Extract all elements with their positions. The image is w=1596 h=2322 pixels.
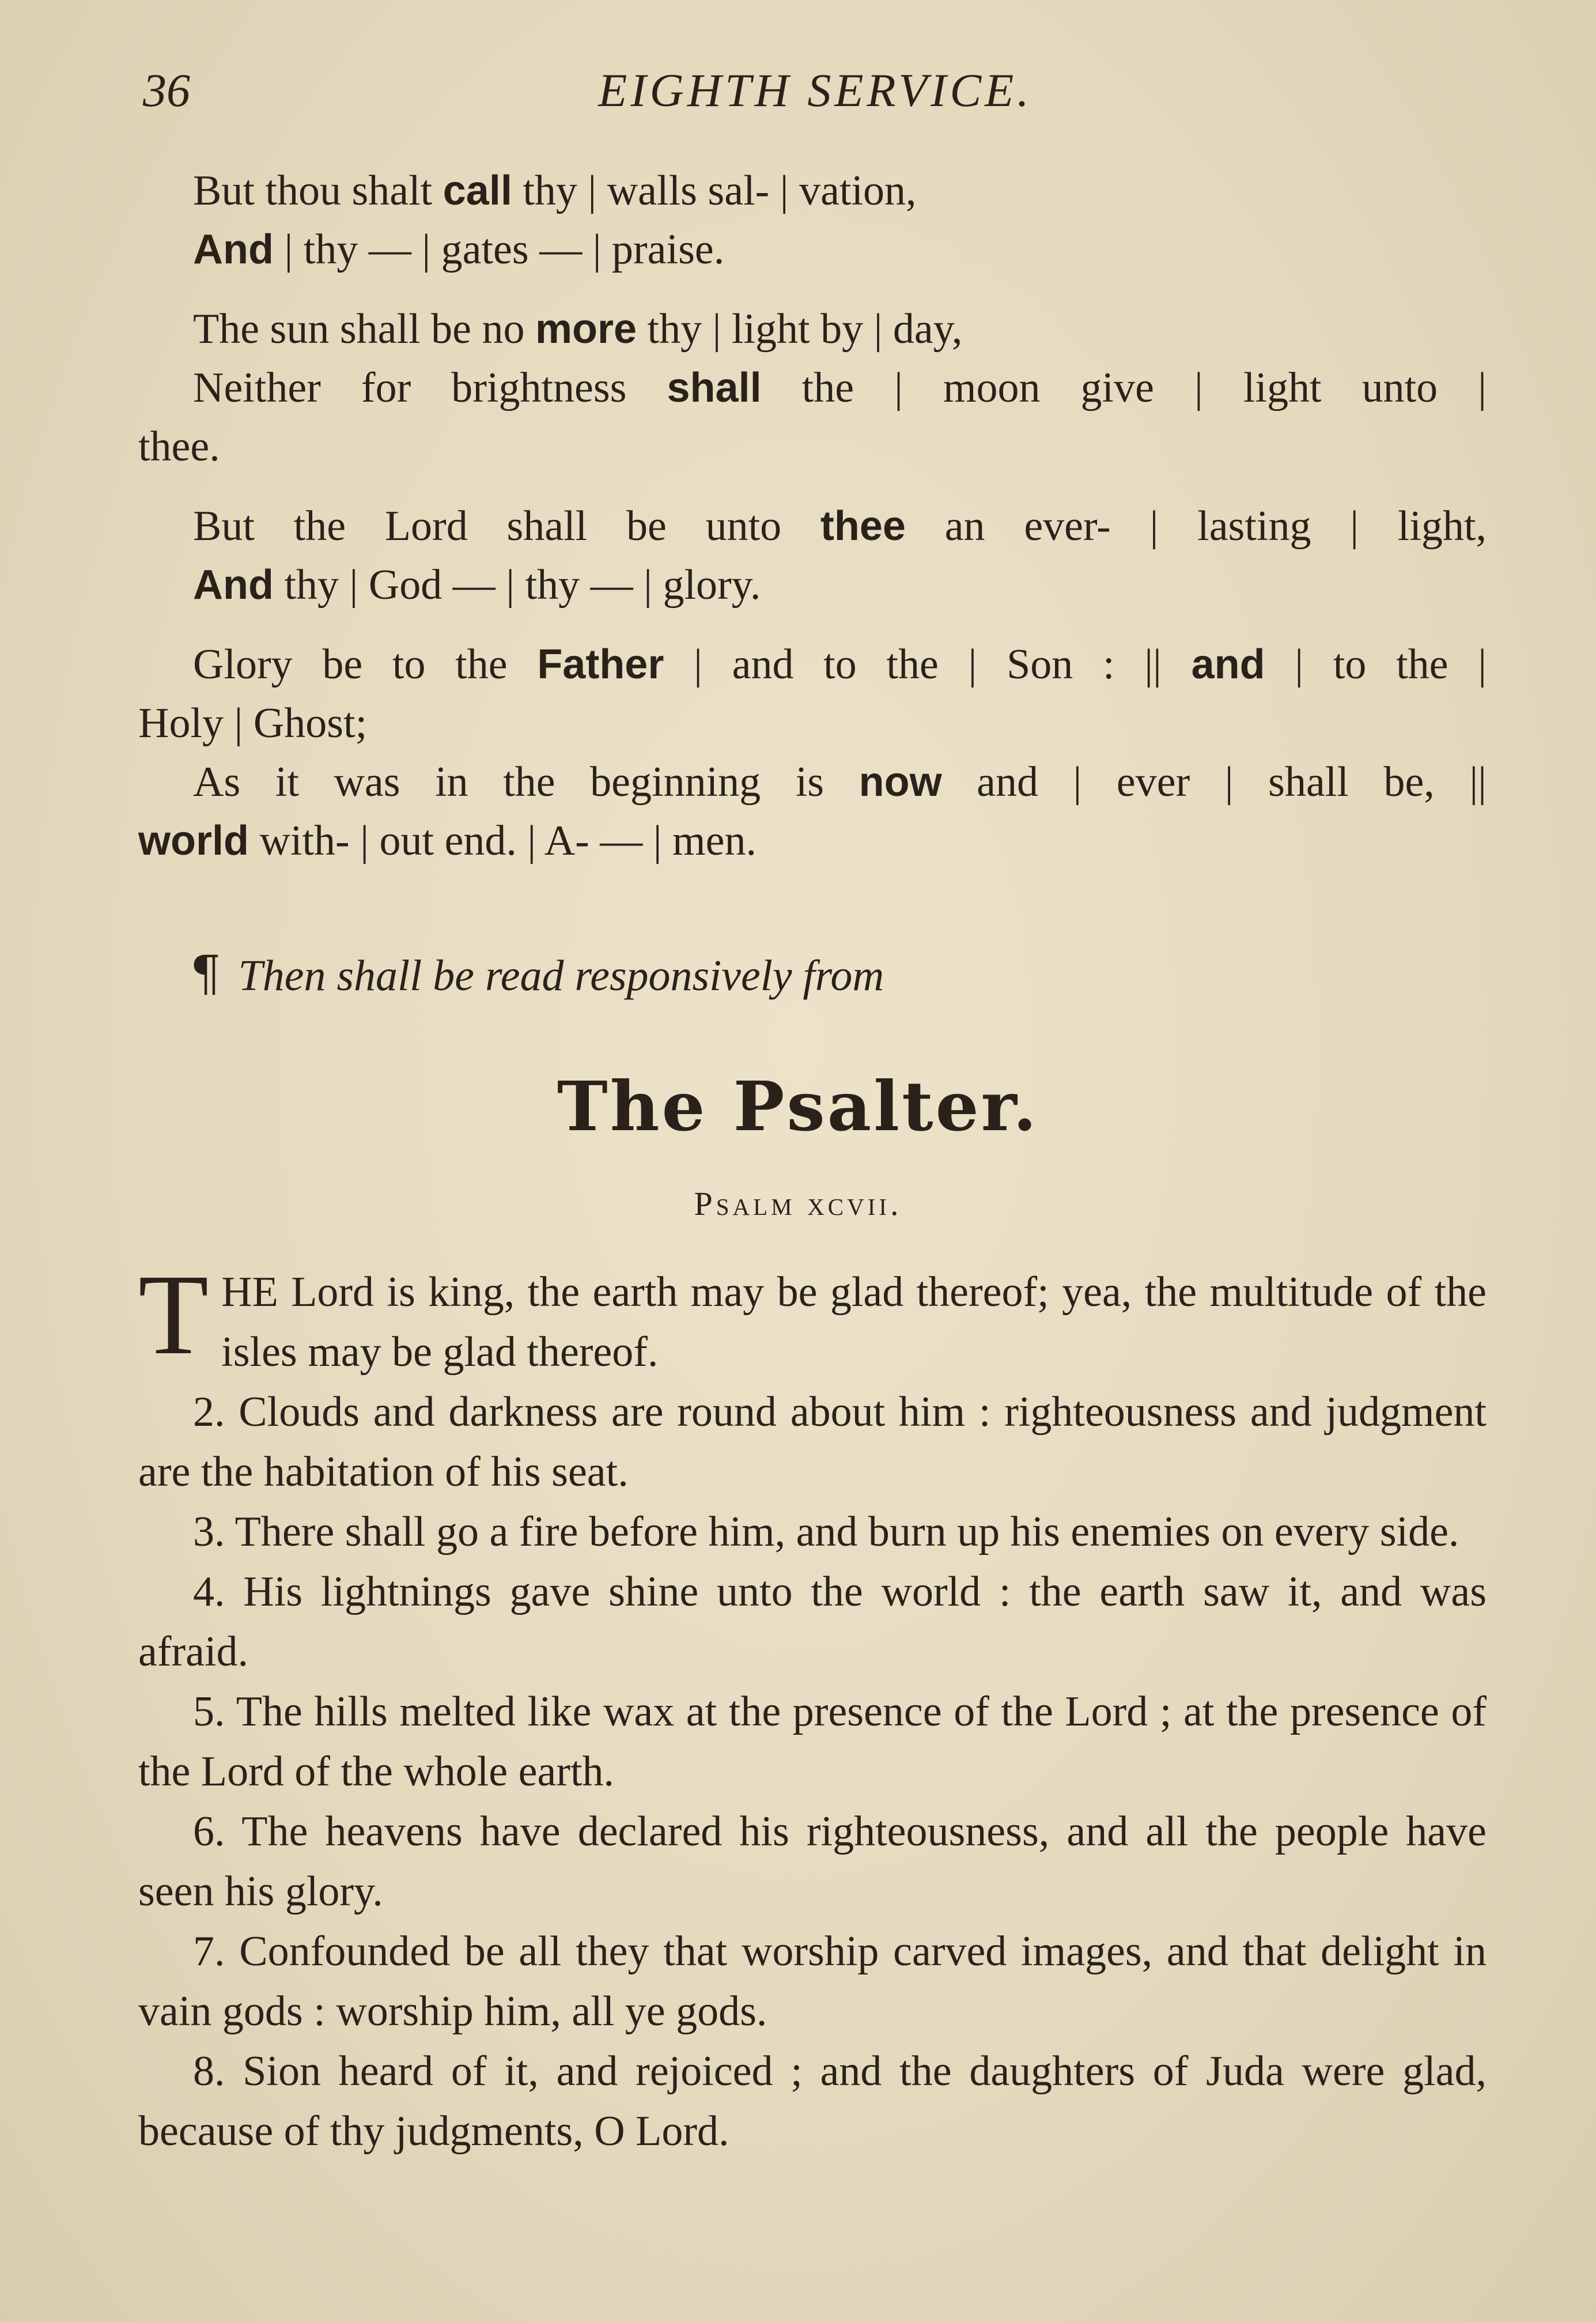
chant-text: Neither for brightness: [193, 364, 667, 411]
chant-text: | thy — | gates — | praise.: [273, 226, 725, 273]
pilcrow-icon: ¶: [190, 945, 221, 1002]
drop-cap: T: [138, 1251, 209, 1379]
accent-word: more: [535, 306, 637, 352]
chant-text: But thou shalt: [193, 167, 443, 214]
psalm-verse: 3. There shall go a fire before him, and burn up his enemies on every side.: [193, 1508, 1459, 1555]
psalm-verses: [138, 1251, 1487, 2161]
psalm-verse: 6. The heavens have declared his righteousness, and all the people have seen his glory.: [138, 1808, 1487, 1915]
chant-text: an ever- | lasting | light,: [905, 503, 1487, 550]
chant-text: | and to the | Son : ||: [664, 641, 1192, 688]
psalm-verse: 7. Confounded be all they that worship carved images, and that delight in vain gods : worship him, all ye gods.: [138, 1928, 1487, 2035]
chant-text: | to the |: [1265, 641, 1487, 688]
chant-text: thy | light by | day,: [637, 305, 963, 353]
verse-text: HE Lord is king, the earth may be glad thereof; yea, the multitude of the isles may be glad thereof.: [221, 1268, 1487, 1376]
section-title: The Psalter.: [557, 1066, 1039, 1146]
psalm-verse: 2. Clouds and darkness are round about him : righteousness and judgment are the habitation of his seat.: [138, 1388, 1487, 1496]
chant-line: [138, 556, 1487, 614]
page-number: 36: [143, 64, 190, 116]
psalm-verse: 5. The hills melted like wax at the presence of the Lord ; at the presence of the Lord of the whole earth.: [138, 1688, 1487, 1795]
chant-stanza: [138, 300, 1487, 476]
chant-text: As it was in the beginning is: [193, 758, 859, 806]
chant-stanza: [138, 161, 1487, 279]
accent-word: thee: [820, 503, 906, 549]
running-title: EIGHTH SERVICE.: [598, 64, 1033, 116]
psalm-verse: [138, 1251, 1487, 1382]
chant-line: [138, 417, 1487, 476]
rubric-text: Then shall be read responsively from: [238, 952, 884, 1000]
chant-text: thee.: [138, 423, 220, 470]
chant-text: The sun shall be no: [193, 305, 535, 353]
chant-text: Glory be to the: [193, 641, 538, 688]
accent-word: now: [858, 759, 942, 805]
accent-word: world: [138, 818, 249, 864]
chant-text: thy | God — | thy — | glory.: [273, 561, 761, 609]
chant-line: [138, 694, 1487, 753]
accent-word: and: [1191, 641, 1265, 688]
accent-word: call: [443, 168, 512, 214]
psalm-heading: Psalm xcvii.: [694, 1185, 902, 1222]
chant-text: and | ever | shall be, ||: [941, 758, 1487, 806]
accent-word: Father: [537, 641, 664, 688]
chant-line: [138, 358, 1487, 417]
chant-line: [138, 497, 1487, 556]
chant-section: [138, 161, 1487, 870]
accent-word: And: [193, 562, 274, 608]
chant-stanza: [138, 635, 1487, 870]
accent-word: And: [193, 226, 274, 273]
chant-text: Holy | Ghost;: [138, 700, 368, 747]
chant-text: the | moon give | light unto |: [761, 364, 1487, 411]
psalm-verse: 8. Sion heard of it, and rejoiced ; and the daughters of Juda were glad, because of thy judgments, O Lord.: [138, 2048, 1487, 2155]
chant-text: But the Lord shall be unto: [193, 503, 820, 550]
chant-line: [138, 220, 1487, 279]
chant-line: [138, 161, 1487, 220]
chant-line: [138, 300, 1487, 358]
chant-line: [138, 635, 1487, 694]
chant-text: with- | out end. | A- — | men.: [249, 817, 757, 864]
accent-word: shall: [667, 365, 762, 411]
page-header: [138, 58, 1492, 127]
rubric: [190, 945, 884, 1002]
chant-text: thy | walls sal- | vation,: [512, 167, 917, 214]
chant-line: [138, 753, 1487, 811]
chant-line: [138, 811, 1487, 870]
chant-stanza: [138, 497, 1487, 614]
psalm-verse: 4. His lightnings gave shine unto the world : the earth saw it, and was afraid.: [138, 1568, 1487, 1675]
